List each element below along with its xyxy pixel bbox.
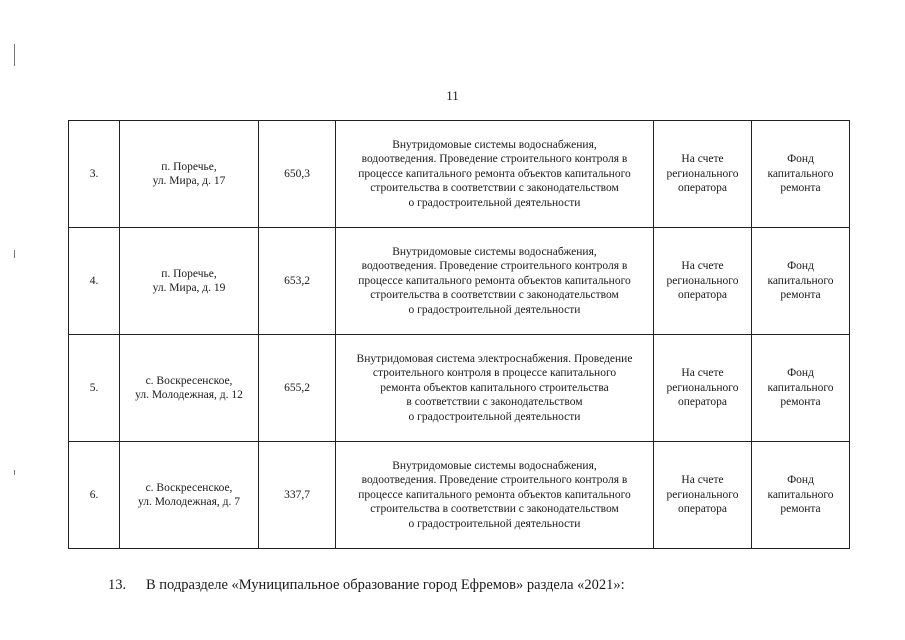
cell-condition-line: регионального bbox=[666, 381, 739, 394]
cell-condition-line: оператора bbox=[677, 182, 728, 195]
page-number: 11 bbox=[446, 88, 459, 103]
cell-address-line: п. Поречье, bbox=[161, 267, 217, 280]
cell-funding-source-line: Фонд bbox=[787, 260, 814, 273]
cell-address-line: с. Воскресенское, bbox=[145, 481, 233, 494]
cell-address-line: ул. Молодежная, д. 12 bbox=[135, 389, 243, 401]
cell-area: 655,2 bbox=[259, 335, 336, 442]
cell-funding-source bbox=[752, 335, 850, 442]
cell-address bbox=[120, 442, 259, 549]
cell-funding-source-line: Фонд bbox=[787, 153, 814, 166]
table-row bbox=[69, 228, 850, 335]
cell-area: 653,2 bbox=[259, 228, 336, 335]
cell-address-line: ул. Мира, д. 17 bbox=[152, 175, 226, 187]
cell-funding-source-line: ремонта bbox=[780, 182, 821, 195]
cell-work-description-line: процессе капитального ремонта объектов капитального bbox=[358, 167, 631, 180]
cell-condition-line: оператора bbox=[677, 289, 728, 302]
cell-work-description-line: о градостроительной деятельности bbox=[408, 517, 581, 530]
cell-number: 5. bbox=[69, 335, 120, 442]
cell-work-description-line: водоотведения. Проведение строительного контроля в bbox=[361, 153, 628, 166]
cell-condition bbox=[654, 228, 752, 335]
scan-mark bbox=[14, 470, 15, 475]
paragraph-number: 13. bbox=[108, 577, 127, 593]
cell-number: 3. bbox=[69, 121, 120, 228]
cell-condition-line: регионального bbox=[666, 167, 739, 180]
cell-condition-line: На счете bbox=[681, 260, 724, 273]
works-table-body bbox=[69, 121, 850, 549]
cell-work-description-line: строительства в соответствии с законодательством bbox=[370, 182, 619, 195]
cell-work-description-line: в соответствии с законодательством bbox=[406, 396, 583, 409]
cell-condition-line: На счете bbox=[681, 153, 724, 166]
cell-condition-line: оператора bbox=[677, 503, 728, 516]
scan-mark bbox=[14, 44, 15, 66]
cell-work-description-line: водоотведения. Проведение строительного контроля в bbox=[361, 260, 628, 273]
table-row bbox=[69, 121, 850, 228]
cell-address-line: ул. Мира, д. 19 bbox=[152, 282, 226, 294]
cell-number: 6. bbox=[69, 442, 120, 549]
cell-funding-source-line: капитального bbox=[767, 274, 834, 287]
cell-address-line: с. Воскресенское, bbox=[145, 374, 233, 387]
cell-condition-line: На счете bbox=[681, 474, 724, 487]
cell-funding-source-line: Фонд bbox=[787, 367, 814, 380]
cell-work-description-line: строительства в соответствии с законодательством bbox=[370, 289, 619, 302]
cell-number: 4. bbox=[69, 228, 120, 335]
cell-condition-line: регионального bbox=[666, 274, 739, 287]
cell-work-description-line: процессе капитального ремонта объектов капитального bbox=[358, 488, 631, 501]
cell-work-description-line: Внутридомовая система электроснабжения. Проведение bbox=[356, 352, 633, 365]
cell-work-description-line: о градостроительной деятельности bbox=[408, 410, 581, 423]
table-row bbox=[69, 442, 850, 549]
cell-funding-source-line: капитального bbox=[767, 488, 834, 501]
cell-funding-source-line: капитального bbox=[767, 167, 834, 180]
cell-address bbox=[120, 121, 259, 228]
cell-work-description-line: Внутридомовые системы водоснабжения, bbox=[392, 459, 597, 472]
paragraph-text: В подразделе «Муниципальное образование город Ефремов» раздела «2021»: bbox=[146, 577, 625, 593]
works-table bbox=[68, 120, 850, 549]
cell-condition-line: регионального bbox=[666, 488, 739, 501]
cell-work-description-line: строительства в соответствии с законодательством bbox=[370, 503, 619, 516]
cell-condition bbox=[654, 442, 752, 549]
cell-funding-source-line: Фонд bbox=[787, 474, 814, 487]
cell-funding-source bbox=[752, 121, 850, 228]
cell-condition-line: На счете bbox=[681, 367, 724, 380]
cell-area: 337,7 bbox=[259, 442, 336, 549]
cell-work-description bbox=[336, 228, 654, 335]
cell-work-description-line: ремонта объектов капитального строительства bbox=[380, 381, 609, 394]
cell-funding-source-line: ремонта bbox=[780, 396, 821, 409]
cell-condition-line: оператора bbox=[677, 396, 728, 409]
cell-address bbox=[120, 335, 259, 442]
cell-area: 650,3 bbox=[259, 121, 336, 228]
cell-address-line: ул. Молодежная, д. 7 bbox=[138, 496, 240, 508]
cell-work-description-line: водоотведения. Проведение строительного контроля в bbox=[361, 474, 628, 487]
table-row bbox=[69, 335, 850, 442]
cell-funding-source-line: капитального bbox=[767, 381, 834, 394]
cell-work-description bbox=[336, 442, 654, 549]
cell-work-description-line: о градостроительной деятельности bbox=[408, 196, 581, 209]
cell-work-description-line: Внутридомовые системы водоснабжения, bbox=[392, 138, 597, 151]
cell-funding-source bbox=[752, 228, 850, 335]
cell-work-description-line: процессе капитального ремонта объектов капитального bbox=[358, 274, 631, 287]
cell-address-line: п. Поречье, bbox=[161, 160, 217, 173]
cell-work-description-line: строительного контроля в процессе капитального bbox=[372, 367, 617, 380]
cell-condition bbox=[654, 335, 752, 442]
cell-work-description bbox=[336, 335, 654, 442]
cell-work-description-line: о градостроительной деятельности bbox=[408, 303, 581, 316]
cell-funding-source-line: ремонта bbox=[780, 503, 821, 516]
scan-mark bbox=[14, 250, 15, 258]
cell-address bbox=[120, 228, 259, 335]
cell-funding-source-line: ремонта bbox=[780, 289, 821, 302]
cell-funding-source bbox=[752, 442, 850, 549]
cell-work-description-line: Внутридомовые системы водоснабжения, bbox=[392, 245, 597, 258]
cell-work-description bbox=[336, 121, 654, 228]
paragraph bbox=[108, 577, 625, 594]
cell-condition bbox=[654, 121, 752, 228]
